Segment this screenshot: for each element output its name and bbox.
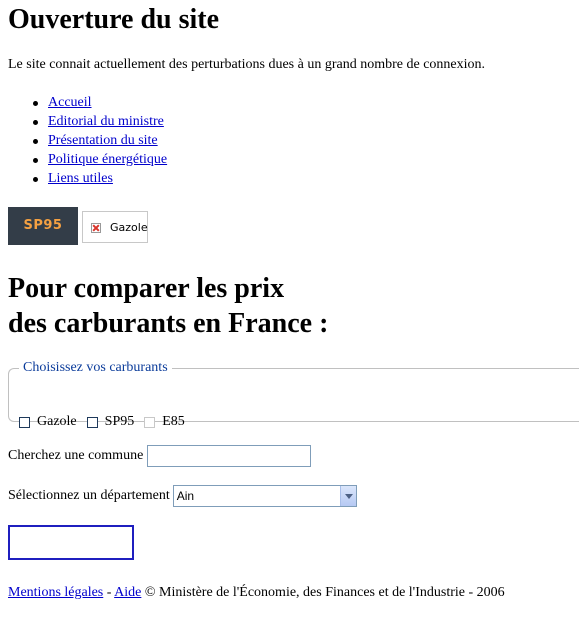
compare-heading-line2: des carburants en France : xyxy=(8,308,329,339)
chevron-down-icon[interactable] xyxy=(340,486,356,506)
fuel-choice-legend: Choisissez vos carburants xyxy=(23,360,168,375)
compare-heading xyxy=(8,271,568,341)
sp95-checkbox[interactable] xyxy=(87,417,98,428)
fuel-choice-fieldset xyxy=(8,360,579,429)
menu-item-accueil xyxy=(8,94,167,113)
department-label: Sélectionnez un département xyxy=(8,488,170,503)
menu-item-liens xyxy=(8,170,167,189)
menu-link-politique[interactable]: Politique énergétique xyxy=(48,152,168,167)
sp95-label: SP95 xyxy=(104,414,135,429)
menu-item-editorial xyxy=(8,113,167,132)
sp95-banner-image: SP95 xyxy=(8,207,78,245)
menu-link-accueil[interactable]: Accueil xyxy=(48,95,92,110)
menu-link-liens[interactable]: Liens utiles xyxy=(48,171,113,186)
menu-item-presentation xyxy=(8,132,167,151)
sp95-option[interactable] xyxy=(87,414,135,430)
menu-link-editorial[interactable]: Editorial du ministre xyxy=(48,114,164,129)
compare-heading-line1: Pour comparer les prix xyxy=(8,273,285,304)
legal-notice-link[interactable]: Mentions légales xyxy=(8,585,104,600)
e85-option xyxy=(144,414,185,430)
department-select[interactable] xyxy=(173,485,357,507)
footer xyxy=(8,584,505,602)
e85-checkbox xyxy=(144,417,155,428)
page-title: Ouverture du site xyxy=(8,4,220,35)
gazole-label: Gazole xyxy=(37,414,77,429)
copyright-text: © Ministère de l'Économie, des Finances et de l'Industrie - 2006 xyxy=(144,585,505,600)
menu-link-presentation[interactable]: Présentation du site xyxy=(48,133,158,148)
department-row xyxy=(8,485,357,507)
commune-search-input[interactable] xyxy=(147,445,311,467)
gazole-checkbox[interactable] xyxy=(19,417,30,428)
main-menu xyxy=(8,94,167,189)
e85-label: E85 xyxy=(162,414,185,429)
gazole-option[interactable] xyxy=(19,414,77,430)
broken-image-icon xyxy=(91,223,101,233)
menu-item-politique xyxy=(8,151,167,170)
footer-separator: - xyxy=(103,585,115,600)
commune-label: Cherchez une commune xyxy=(8,448,144,463)
gazole-broken-image xyxy=(82,211,148,243)
fuel-checkbox-group xyxy=(19,414,195,430)
commune-row xyxy=(8,445,311,467)
broken-image-alt-text: Gazole xyxy=(110,221,148,234)
maintenance-notice: Le site connait actuellement des perturbations dues à un grand nombre de connexion. xyxy=(8,57,486,72)
department-selected-value: Ain xyxy=(176,489,195,503)
submit-button[interactable] xyxy=(8,525,134,560)
help-link[interactable]: Aide xyxy=(114,585,142,600)
